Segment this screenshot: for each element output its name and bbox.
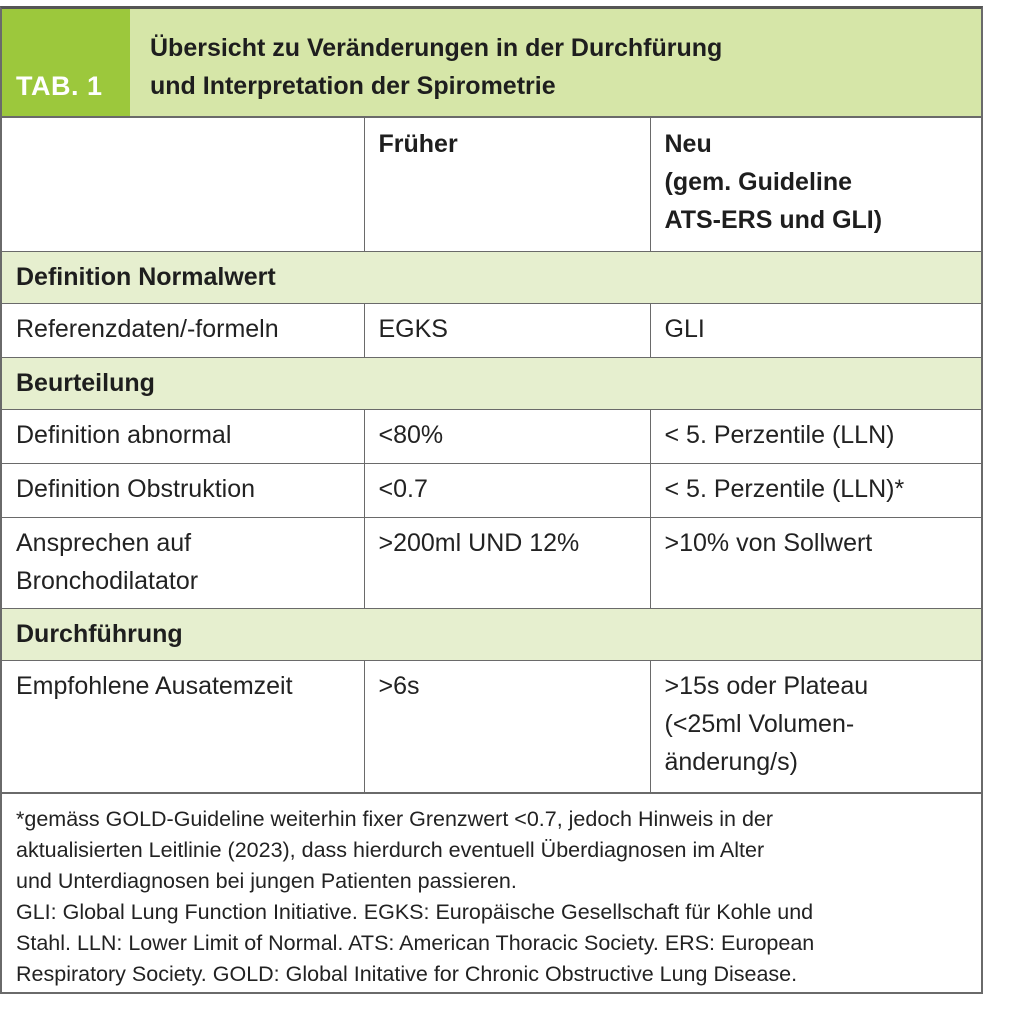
row-label: Empfohlene Ausatemzeit bbox=[2, 660, 364, 792]
comparison-table bbox=[2, 118, 981, 792]
footnote-line-3: und Unterdiagnosen bei jungen Patienten passieren. bbox=[16, 869, 517, 893]
footnote-line-6: Respiratory Society. GOLD: Global Initative for Chronic Obstructive Lung Disease. bbox=[16, 962, 798, 986]
table-row bbox=[2, 409, 981, 463]
table-row bbox=[2, 303, 981, 357]
footnote-line-5: Stahl. LLN: Lower Limit of Normal. ATS: American Thoracic Society. ERS: European bbox=[16, 931, 815, 955]
row-neu-value: GLI bbox=[650, 303, 981, 357]
table-title-line-2: und Interpretation der Spirometrie bbox=[150, 72, 556, 100]
row-label: Definition Obstruktion bbox=[2, 463, 364, 517]
row-neu-value bbox=[650, 660, 981, 792]
section-row-durchfuehrung bbox=[2, 608, 981, 660]
row-neu-value: >10% von Sollwert bbox=[650, 517, 981, 608]
header-cell-empty bbox=[2, 118, 364, 251]
row-label-line-2: Bronchodilatator bbox=[16, 566, 199, 595]
row-frueher-value: >6s bbox=[364, 660, 650, 792]
row-label: Referenzdaten/-formeln bbox=[2, 303, 364, 357]
header-neu-line-1: Neu bbox=[664, 130, 712, 158]
row-label bbox=[2, 517, 364, 608]
section-title: Beurteilung bbox=[2, 357, 981, 409]
row-frueher-value: <0.7 bbox=[364, 463, 650, 517]
row-frueher-value: EGKS bbox=[364, 303, 650, 357]
section-row-beurteilung bbox=[2, 357, 981, 409]
row-neu-line-3: änderung/s) bbox=[664, 747, 798, 776]
section-title: Definition Normalwert bbox=[2, 251, 981, 303]
row-neu-line-1: >15s oder Plateau bbox=[664, 671, 869, 700]
table-footnote bbox=[2, 792, 981, 996]
table-row bbox=[2, 517, 981, 608]
header-cell-neu bbox=[650, 118, 981, 251]
row-neu-line-2: (<25ml Volumen- bbox=[664, 709, 855, 738]
section-title: Durchführung bbox=[2, 608, 981, 660]
row-label-line-1: Ansprechen auf bbox=[16, 528, 192, 557]
row-neu-value: < 5. Perzentile (LLN)* bbox=[650, 463, 981, 517]
row-frueher-value: >200ml UND 12% bbox=[364, 517, 650, 608]
header-neu-line-3: ATS-ERS und GLI) bbox=[664, 206, 883, 234]
header-neu-line-2: (gem. Guideline bbox=[664, 168, 853, 196]
table-header-row bbox=[2, 118, 981, 251]
row-label: Definition abnormal bbox=[2, 409, 364, 463]
table-title-line-1: Übersicht zu Veränderungen in der Durchfürung bbox=[150, 34, 723, 62]
row-frueher-value: <80% bbox=[364, 409, 650, 463]
row-neu-value: < 5. Perzentile (LLN) bbox=[650, 409, 981, 463]
footnote-line-1: *gemäss GOLD-Guideline weiterhin fixer Grenzwert <0.7, jedoch Hinweis in der bbox=[16, 807, 774, 831]
footnote-line-4: GLI: Global Lung Function Initiative. EGKS: Europäische Gesellschaft für Kohle und bbox=[16, 900, 814, 924]
table-row bbox=[2, 660, 981, 792]
spirometry-table-box bbox=[0, 6, 983, 994]
table-title-bar bbox=[2, 9, 981, 118]
table-row bbox=[2, 463, 981, 517]
footnote-line-2: aktualisierten Leitlinie (2023), dass hierdurch eventuell Überdiagnosen im Alter bbox=[16, 838, 765, 862]
table-title bbox=[130, 9, 981, 116]
header-cell-frueher: Früher bbox=[364, 118, 650, 251]
section-row-normalwert bbox=[2, 251, 981, 303]
table-number-label: TAB. 1 bbox=[2, 9, 130, 116]
